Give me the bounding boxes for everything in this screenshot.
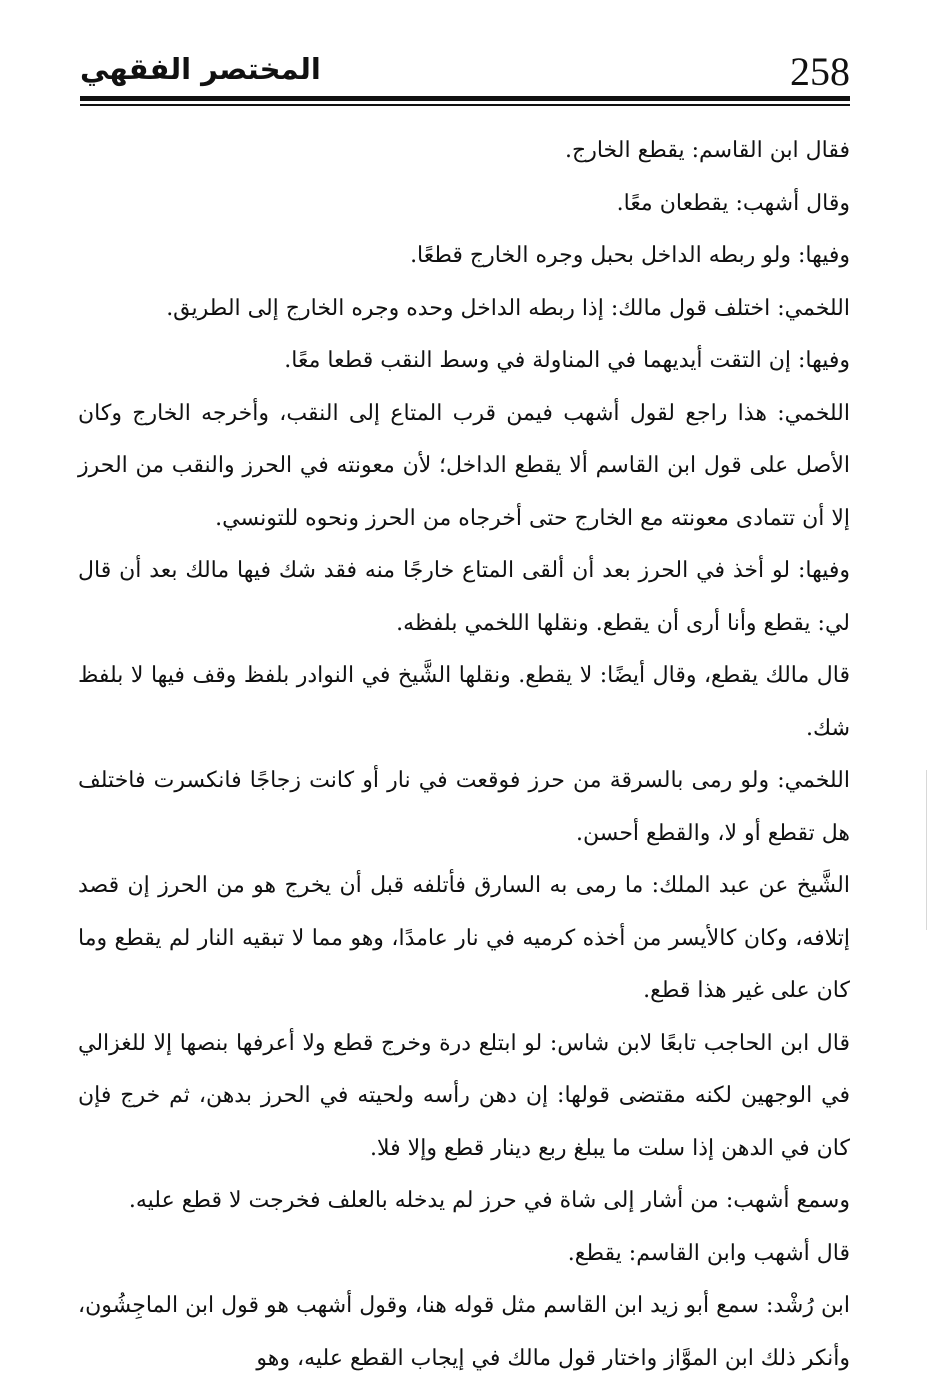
- paragraph: اللخمي: هذا راجع لقول أشهب فيمن قرب المتاع إلى النقب، وأخرجه الخارج وكان الأصل على قول ابن القاسم ألا يقطع الداخل؛ لأن معونته في الحرز والنقب من الحرز إلا أن تتمادى معونته مع الخارج حتى أخرجاه من الحرز ونحوه للتونسي.: [78, 400, 850, 531]
- paragraph: اللخمي: ولو رمى بالسرقة من حرز فوقعت في نار أو كانت زجاجًا فانكسرت فاختلف هل تقطع أو لا، والقطع أحسن.: [78, 768, 850, 846]
- paragraph: وفيها: ولو ربطه الداخل بحبل وجره الخارج قطعًا.: [410, 243, 850, 268]
- paragraph: قال أشهب وابن القاسم: يقطع.: [567, 1240, 850, 1266]
- header-rule-thick: [80, 96, 850, 101]
- paragraph: ابن رُشْد: سمع أبو زيد ابن القاسم مثل قوله هنا، وقول أشهب هو قول ابن الماجِشُون، وأنكر ذلك ابن الموَّاز واختار قول مالك في إيجاب القطع عليه، وهو: [78, 1293, 851, 1371]
- paragraph: وفيها: لو أخذ في الحرز بعد أن ألقى المتاع خارجًا منه فقد شك فيها مالك بعد أن قال لي: يقطع وأنا أرى أن يقطع. ونقلها اللخمي بلفظه.: [78, 558, 850, 636]
- paragraph: قال مالك يقطع، وقال أيضًا: لا يقطع. ونقلها الشَّيخ في النوادر بلفظ وقف فيها لا بلفظ شك.: [78, 663, 850, 741]
- paragraph: قال ابن الحاجب تابعًا لابن شاس: لو ابتلع درة وخرج قطع ولا أعرفها بنصها إلا للغزالي في الوجهين لكنه مقتضى قولها: إن دهن رأسه ولحيته في الحرز بدهن، ثم خرج فإن كان في الدهن إذا سلت ما يبلغ ربع دينار قطع وإلا فلا.: [78, 1030, 851, 1161]
- page-number: 258: [790, 49, 850, 94]
- paragraph: وفيها: إن التقت أيديهما في المناولة في وسط النقب قطعا معًا.: [284, 348, 850, 373]
- header-rule-thin: [80, 104, 850, 106]
- scan-margin-mark: [926, 770, 927, 930]
- running-title: المختصر الفقهي: [80, 52, 321, 86]
- paragraph: فقال ابن القاسم: يقطع الخارج.: [565, 138, 850, 163]
- paragraph: اللخمي: اختلف قول مالك: إذا ربطه الداخل وحده وجره الخارج إلى الطريق.: [166, 295, 850, 321]
- body-text: [78, 125, 850, 1385]
- paragraph: الشَّيخ عن عبد الملك: ما رمى به السارق فأتلفه قبل أن يخرج هو من الحرز إن قصد إتلافه، وكان كالأيسر من أخذه كرميه في نار عامدًا، وهو مما لا تبقيه النار لم يقطع وما كان على غير هذا قطع.: [78, 873, 850, 1003]
- paragraph: وقال أشهب: يقطعان معًا.: [616, 190, 850, 216]
- paragraph: وسمع أشهب: من أشار إلى شاة في حرز لم يدخله بالعلف فخرجت لا قطع عليه.: [128, 1188, 850, 1213]
- page-header: [80, 40, 850, 100]
